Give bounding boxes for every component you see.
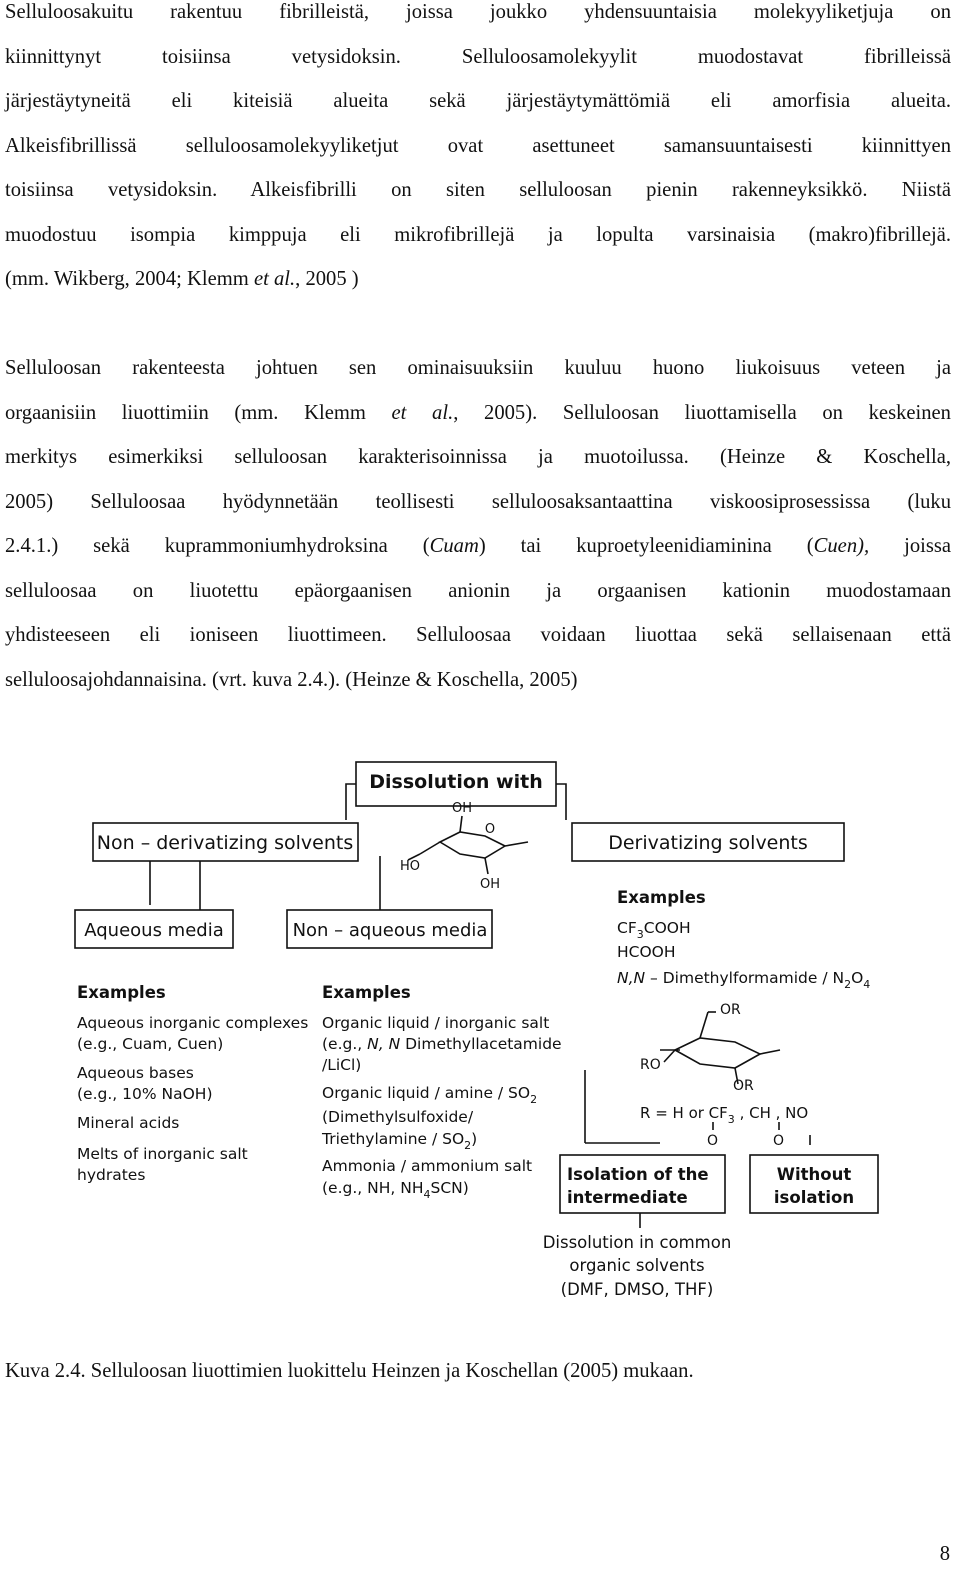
common-solvents-line: Dissolution in common: [542, 1233, 732, 1252]
ring-o-label: O: [484, 822, 496, 837]
text-fragment: O: [851, 969, 864, 987]
subscript: 4: [423, 1188, 431, 1201]
page-number: 8: [939, 1543, 950, 1565]
example-item: Aqueous inorganic complexes: [77, 1014, 309, 1032]
text-fragment: , 2005). Selluloosan liuottamisella on keskeinen: [453, 401, 951, 424]
example-item: [617, 969, 870, 991]
derivatizing-examples: [617, 888, 870, 991]
examples-heading: Examples: [77, 983, 166, 1002]
text-fragment: Organic liquid / amine / SO: [322, 1084, 531, 1102]
carbonyl-o-label: O: [773, 1133, 785, 1149]
example-item: [322, 1179, 469, 1201]
text-fragment: (e.g.,: [322, 1035, 368, 1053]
text-line: Alkeisfibrillissä selluloosamolekyyliketjut ovat asettuneet samansuuntaisesti kiinnittyen: [5, 134, 951, 157]
text-fragment: ): [471, 1130, 478, 1148]
example-item: [322, 1084, 537, 1106]
text-fragment: SCN): [430, 1179, 469, 1197]
aqueous-examples: [77, 983, 308, 1184]
text-fragment: – Dimethylformamide / N: [645, 969, 845, 987]
without-label-line: Without: [776, 1165, 852, 1184]
text-line: yhdisteeseen eli ioniseen liuottimeen. Selluloosaa voidaan liuottaa sekä sellaisenaan että: [5, 624, 951, 646]
example-item: Melts of inorganic salt: [77, 1145, 248, 1163]
example-item: /LiCl): [322, 1056, 362, 1074]
isolation-label-line: intermediate: [567, 1188, 688, 1207]
oh-bottom-label: OH: [479, 877, 501, 892]
subscript: 3: [636, 928, 644, 941]
examples-heading: Examples: [617, 888, 706, 907]
text-fragment: R = H or CF: [640, 1104, 728, 1122]
example-item: [322, 1035, 562, 1053]
subscript: 4: [863, 978, 871, 991]
aqueous-media-label: Aqueous media: [84, 920, 224, 941]
paragraph-cellulose-solubility: [5, 346, 951, 702]
text-fragment: , NO: [770, 1104, 809, 1122]
without-label-line: isolation: [773, 1188, 855, 1207]
non-aqueous-media-label: Non – aqueous media: [292, 920, 488, 941]
ro-label: RO: [640, 1057, 661, 1073]
common-solvents-line: organic solvents: [569, 1256, 705, 1275]
examples-heading: Examples: [322, 983, 411, 1002]
carbonyl-o-label: O: [707, 1133, 719, 1149]
text-fragment: (e.g., NH, NH: [322, 1179, 424, 1197]
subscript: 2: [530, 1093, 538, 1106]
text-line: [5, 524, 951, 569]
isolation-label-line: Isolation of the: [567, 1165, 709, 1184]
example-item: (e.g., 10% NaOH): [77, 1085, 213, 1103]
subscript: 2: [464, 1139, 472, 1152]
text-fragment: (mm. Wikberg, 2004; Klemm: [5, 268, 254, 290]
text-line: 2005) Selluloosaa hyödynnetään teollisesti selluloosaksantaattina viskoosiprosessissa (luku: [5, 490, 951, 513]
r-definition: [640, 1104, 808, 1149]
example-item: HCOOH: [617, 943, 676, 961]
italic-fragment: N,N: [617, 969, 646, 987]
r-definition-text: [640, 1104, 808, 1126]
example-item: [617, 919, 691, 941]
example-item: Aqueous bases: [77, 1064, 194, 1082]
text-fragment: Dimethyllacetamide: [400, 1035, 562, 1053]
text-fragment: COOH: [643, 919, 691, 937]
example-item: (Dimethylsulfoxide/: [322, 1108, 474, 1126]
italic-fragment: Cuen),: [813, 535, 870, 557]
example-item: Ammonia / ammonium salt: [322, 1157, 533, 1175]
common-solvents: [543, 1233, 732, 1299]
text-line: selluloosaa on liuotettu epäorgaanisen anionin ja orgaanisen kationin muodostamaan: [5, 579, 951, 602]
text-line: merkitys esimerkiksi selluloosan karakterisoinnissa ja muotoilussa. (Heinze & Koschella,: [5, 446, 951, 468]
text-line: kiinnittynyt toisiinsa vetysidoksin. Selluloosamolekyylit muodostavat fibrilleissä: [5, 45, 951, 68]
text-fragment: Triethylamine / SO: [322, 1130, 465, 1148]
text-fragment: orgaanisiin liuottimiin (mm. Klemm: [5, 401, 392, 424]
derivatizing-solvents-label: Derivatizing solvents: [608, 832, 808, 854]
example-item: Mineral acids: [77, 1114, 180, 1132]
derivatized-glucose-structure: [640, 1002, 780, 1094]
text-fragment: joissa: [869, 535, 952, 557]
text-line: Selluloosan rakenteesta johtuen sen ominaisuuksiin kuuluu huono liukoisuus veteen ja: [5, 357, 951, 379]
text-line: muodostuu isompia kimppuja eli mikrofibrillejä ja lopulta varsinaisia (makro)fibrillejä.: [5, 223, 951, 246]
subscript: 3: [727, 1113, 735, 1126]
example-item: Organic liquid / inorganic salt: [322, 1014, 550, 1032]
figure-caption: Kuva 2.4. Selluloosan liuottimien luokittelu Heinzen ja Koschellan (2005) mukaan.: [5, 1360, 694, 1382]
subscript: 2: [844, 978, 852, 991]
non-aqueous-examples: [321, 983, 562, 1201]
italic-fragment: Cuam: [429, 535, 479, 557]
example-item: (e.g., Cuam, Cuen): [77, 1035, 224, 1053]
italic-fragment: et al.: [253, 268, 296, 290]
oh-top-label: OH: [451, 801, 473, 816]
text-line: järjestäytyneitä eli kiteisiä alueita sekä järjestäytymättömiä eli amorfisia alueita.: [5, 90, 951, 112]
italic-fragment: et al.: [391, 401, 454, 424]
text-line: toisiinsa vetysidoksin. Alkeisfibrilli on siten selluloosan pienin rakenneyksikkö. Niistä: [5, 179, 951, 201]
ho-label: HO: [399, 859, 421, 874]
paragraph-cellulose-structure: [5, 0, 951, 302]
text-line-citation: [5, 257, 951, 302]
or-top-label: OR: [720, 1002, 741, 1018]
text-line: Selluloosakuitu rakentuu fibrilleistä, joissa joukko yhdensuuntaisia molekyyliketjuja on: [5, 1, 951, 23]
or-bottom-label: OR: [733, 1078, 754, 1094]
text-fragment: CF: [617, 919, 637, 937]
text-line: [5, 391, 951, 436]
text-line: selluloosajohdannaisina. (vrt. kuva 2.4.). (Heinze & Koschella, 2005): [5, 668, 578, 691]
non-derivatizing-solvents-label: Non – derivatizing solvents: [96, 832, 354, 854]
example-item: [321, 1130, 477, 1152]
text-fragment: , 2005 ): [295, 268, 359, 290]
solvent-classification-diagram: [0, 750, 960, 1310]
text-fragment: 2.4.1.) sekä kuprammoniumhydroksina (: [5, 535, 430, 557]
text-fragment: , CH: [734, 1104, 771, 1122]
dissolution-with-label: Dissolution with: [369, 771, 543, 793]
common-solvents-line: (DMF, DMSO, THF): [560, 1280, 714, 1299]
text-fragment: ) tai kuproetyleenidiaminina (: [478, 535, 814, 557]
glucose-unit-structure: [400, 801, 528, 892]
example-item: hydrates: [77, 1166, 146, 1184]
italic-fragment: N, N: [367, 1035, 401, 1053]
